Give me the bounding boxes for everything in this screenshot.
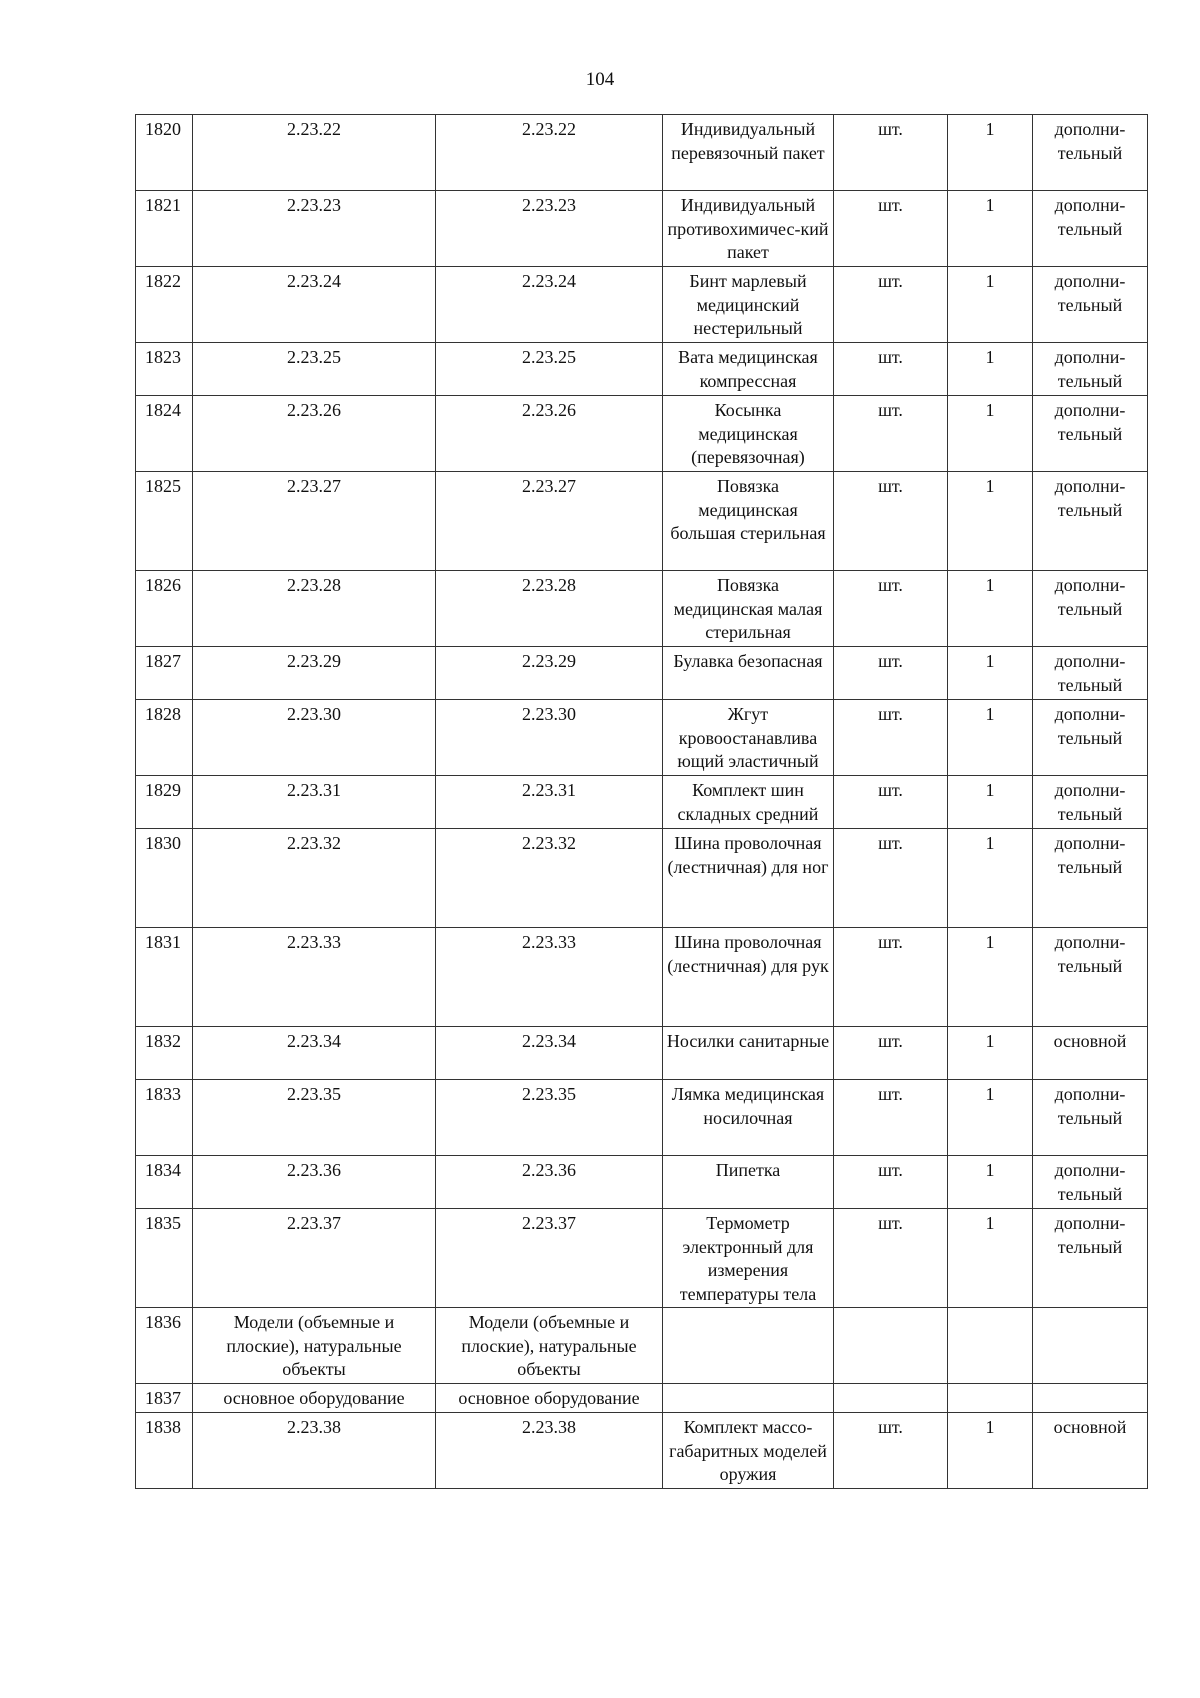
section-code: 2.23.31	[193, 776, 436, 829]
equipment-type: дополни-тельный	[1033, 343, 1148, 396]
table-row	[136, 829, 1148, 928]
unit-cell: шт.	[834, 1209, 948, 1308]
item-code: 2.23.25	[436, 343, 663, 396]
section-code: 2.23.33	[193, 928, 436, 1027]
equipment-type: дополни-тельный	[1033, 700, 1148, 776]
table-row	[136, 647, 1148, 700]
item-code: 2.23.38	[436, 1413, 663, 1489]
unit-cell: шт.	[834, 647, 948, 700]
row-number: 1836	[136, 1308, 193, 1384]
table-row	[136, 1027, 1148, 1080]
row-number: 1835	[136, 1209, 193, 1308]
equipment-type: дополни-тельный	[1033, 647, 1148, 700]
section-code: 2.23.23	[193, 191, 436, 267]
equipment-type: дополни-тельный	[1033, 571, 1148, 647]
row-number: 1832	[136, 1027, 193, 1080]
table-row	[136, 571, 1148, 647]
section-code: 2.23.24	[193, 267, 436, 343]
row-number: 1833	[136, 1080, 193, 1156]
unit-cell: шт.	[834, 1027, 948, 1080]
section-code: 2.23.36	[193, 1156, 436, 1209]
quantity-cell: 1	[948, 115, 1033, 191]
table-row	[136, 472, 1148, 571]
section-code: 2.23.32	[193, 829, 436, 928]
quantity-cell: 1	[948, 472, 1033, 571]
item-name: Булавка безопасная	[663, 647, 834, 700]
table-row	[136, 115, 1148, 191]
item-code: 2.23.32	[436, 829, 663, 928]
section-code: 2.23.28	[193, 571, 436, 647]
section-code: 2.23.29	[193, 647, 436, 700]
section-code: 2.23.27	[193, 472, 436, 571]
table-row	[136, 1080, 1148, 1156]
table-row	[136, 1156, 1148, 1209]
table-row	[136, 1384, 1148, 1413]
item-code: 2.23.28	[436, 571, 663, 647]
table-row	[136, 267, 1148, 343]
quantity-cell: 1	[948, 700, 1033, 776]
quantity-cell: 1	[948, 1156, 1033, 1209]
row-number: 1825	[136, 472, 193, 571]
unit-cell: шт.	[834, 343, 948, 396]
row-number: 1820	[136, 115, 193, 191]
item-code: Модели (объемные и плоские), натуральные объекты	[436, 1308, 663, 1384]
table-row	[136, 396, 1148, 472]
equipment-type: основной	[1033, 1413, 1148, 1489]
item-name: Индивидуальный перевязочный пакет	[663, 115, 834, 191]
item-name: Индивидуальный противохимичес-кий пакет	[663, 191, 834, 267]
row-number: 1827	[136, 647, 193, 700]
unit-cell: шт.	[834, 1080, 948, 1156]
item-code: 2.23.27	[436, 472, 663, 571]
item-code: основное оборудование	[436, 1384, 663, 1413]
equipment-type	[1033, 1308, 1148, 1384]
equipment-type: дополни-тельный	[1033, 776, 1148, 829]
page-number: 104	[585, 69, 615, 90]
quantity-cell	[948, 1308, 1033, 1384]
unit-cell: шт.	[834, 829, 948, 928]
item-name: Вата медицинская компрессная	[663, 343, 834, 396]
unit-cell: шт.	[834, 776, 948, 829]
quantity-cell: 1	[948, 1413, 1033, 1489]
unit-cell	[834, 1308, 948, 1384]
quantity-cell: 1	[948, 267, 1033, 343]
section-code: Модели (объемные и плоские), натуральные объекты	[193, 1308, 436, 1384]
unit-cell: шт.	[834, 267, 948, 343]
equipment-type: дополни-тельный	[1033, 115, 1148, 191]
unit-cell: шт.	[834, 396, 948, 472]
item-code: 2.23.26	[436, 396, 663, 472]
equipment-type: дополни-тельный	[1033, 1156, 1148, 1209]
row-number: 1838	[136, 1413, 193, 1489]
item-code: 2.23.31	[436, 776, 663, 829]
section-code: основное оборудование	[193, 1384, 436, 1413]
table-row	[136, 1413, 1148, 1489]
row-number: 1822	[136, 267, 193, 343]
table-row	[136, 1308, 1148, 1384]
item-name: Жгут кровоостанавлива ющий эластичный	[663, 700, 834, 776]
unit-cell: шт.	[834, 191, 948, 267]
equipment-type: дополни-тельный	[1033, 191, 1148, 267]
item-name: Носилки санитарные	[663, 1027, 834, 1080]
equipment-type: дополни-тельный	[1033, 267, 1148, 343]
item-code: 2.23.36	[436, 1156, 663, 1209]
unit-cell: шт.	[834, 472, 948, 571]
quantity-cell: 1	[948, 571, 1033, 647]
equipment-table	[135, 114, 1148, 1489]
quantity-cell: 1	[948, 829, 1033, 928]
row-number: 1834	[136, 1156, 193, 1209]
item-name: Термометр электронный для измерения температуры тела	[663, 1209, 834, 1308]
item-name	[663, 1384, 834, 1413]
table-row	[136, 776, 1148, 829]
unit-cell: шт.	[834, 1413, 948, 1489]
quantity-cell: 1	[948, 1080, 1033, 1156]
quantity-cell: 1	[948, 396, 1033, 472]
unit-cell: шт.	[834, 115, 948, 191]
equipment-type: дополни-тельный	[1033, 472, 1148, 571]
item-name: Повязка медицинская большая стерильная	[663, 472, 834, 571]
quantity-cell: 1	[948, 928, 1033, 1027]
item-name: Пипетка	[663, 1156, 834, 1209]
table-row	[136, 928, 1148, 1027]
section-code: 2.23.37	[193, 1209, 436, 1308]
section-code: 2.23.34	[193, 1027, 436, 1080]
item-code: 2.23.37	[436, 1209, 663, 1308]
section-code: 2.23.38	[193, 1413, 436, 1489]
item-code: 2.23.24	[436, 267, 663, 343]
unit-cell: шт.	[834, 571, 948, 647]
item-code: 2.23.23	[436, 191, 663, 267]
item-name: Косынка медицинская (перевязочная)	[663, 396, 834, 472]
equipment-type: основной	[1033, 1027, 1148, 1080]
item-name: Комплект шин складных средний	[663, 776, 834, 829]
row-number: 1828	[136, 700, 193, 776]
row-number: 1837	[136, 1384, 193, 1413]
equipment-type: дополни-тельный	[1033, 1209, 1148, 1308]
item-name: Бинт марлевый медицинский нестерильный	[663, 267, 834, 343]
item-name: Комплект массо-габаритных моделей оружия	[663, 1413, 834, 1489]
item-name	[663, 1308, 834, 1384]
row-number: 1829	[136, 776, 193, 829]
row-number: 1823	[136, 343, 193, 396]
section-code: 2.23.22	[193, 115, 436, 191]
unit-cell: шт.	[834, 700, 948, 776]
unit-cell: шт.	[834, 928, 948, 1027]
item-code: 2.23.35	[436, 1080, 663, 1156]
quantity-cell: 1	[948, 343, 1033, 396]
equipment-type: дополни-тельный	[1033, 928, 1148, 1027]
row-number: 1831	[136, 928, 193, 1027]
item-code: 2.23.29	[436, 647, 663, 700]
section-code: 2.23.35	[193, 1080, 436, 1156]
section-code: 2.23.25	[193, 343, 436, 396]
section-code: 2.23.30	[193, 700, 436, 776]
unit-cell	[834, 1384, 948, 1413]
row-number: 1821	[136, 191, 193, 267]
equipment-type: дополни-тельный	[1033, 1080, 1148, 1156]
quantity-cell: 1	[948, 1209, 1033, 1308]
row-number: 1830	[136, 829, 193, 928]
item-name: Шина проволочная (лестничная) для рук	[663, 928, 834, 1027]
item-name: Шина проволочная (лестничная) для ног	[663, 829, 834, 928]
item-name: Повязка медицинская малая стерильная	[663, 571, 834, 647]
table-row	[136, 343, 1148, 396]
equipment-type	[1033, 1384, 1148, 1413]
table-row	[136, 1209, 1148, 1308]
table-row	[136, 700, 1148, 776]
quantity-cell: 1	[948, 647, 1033, 700]
section-code: 2.23.26	[193, 396, 436, 472]
item-name: Лямка медицинская носилочная	[663, 1080, 834, 1156]
quantity-cell: 1	[948, 1027, 1033, 1080]
equipment-type: дополни-тельный	[1033, 829, 1148, 928]
item-code: 2.23.30	[436, 700, 663, 776]
equipment-type: дополни-тельный	[1033, 396, 1148, 472]
row-number: 1824	[136, 396, 193, 472]
unit-cell: шт.	[834, 1156, 948, 1209]
quantity-cell	[948, 1384, 1033, 1413]
quantity-cell: 1	[948, 191, 1033, 267]
item-code: 2.23.22	[436, 115, 663, 191]
item-code: 2.23.34	[436, 1027, 663, 1080]
item-code: 2.23.33	[436, 928, 663, 1027]
quantity-cell: 1	[948, 776, 1033, 829]
table-row	[136, 191, 1148, 267]
row-number: 1826	[136, 571, 193, 647]
